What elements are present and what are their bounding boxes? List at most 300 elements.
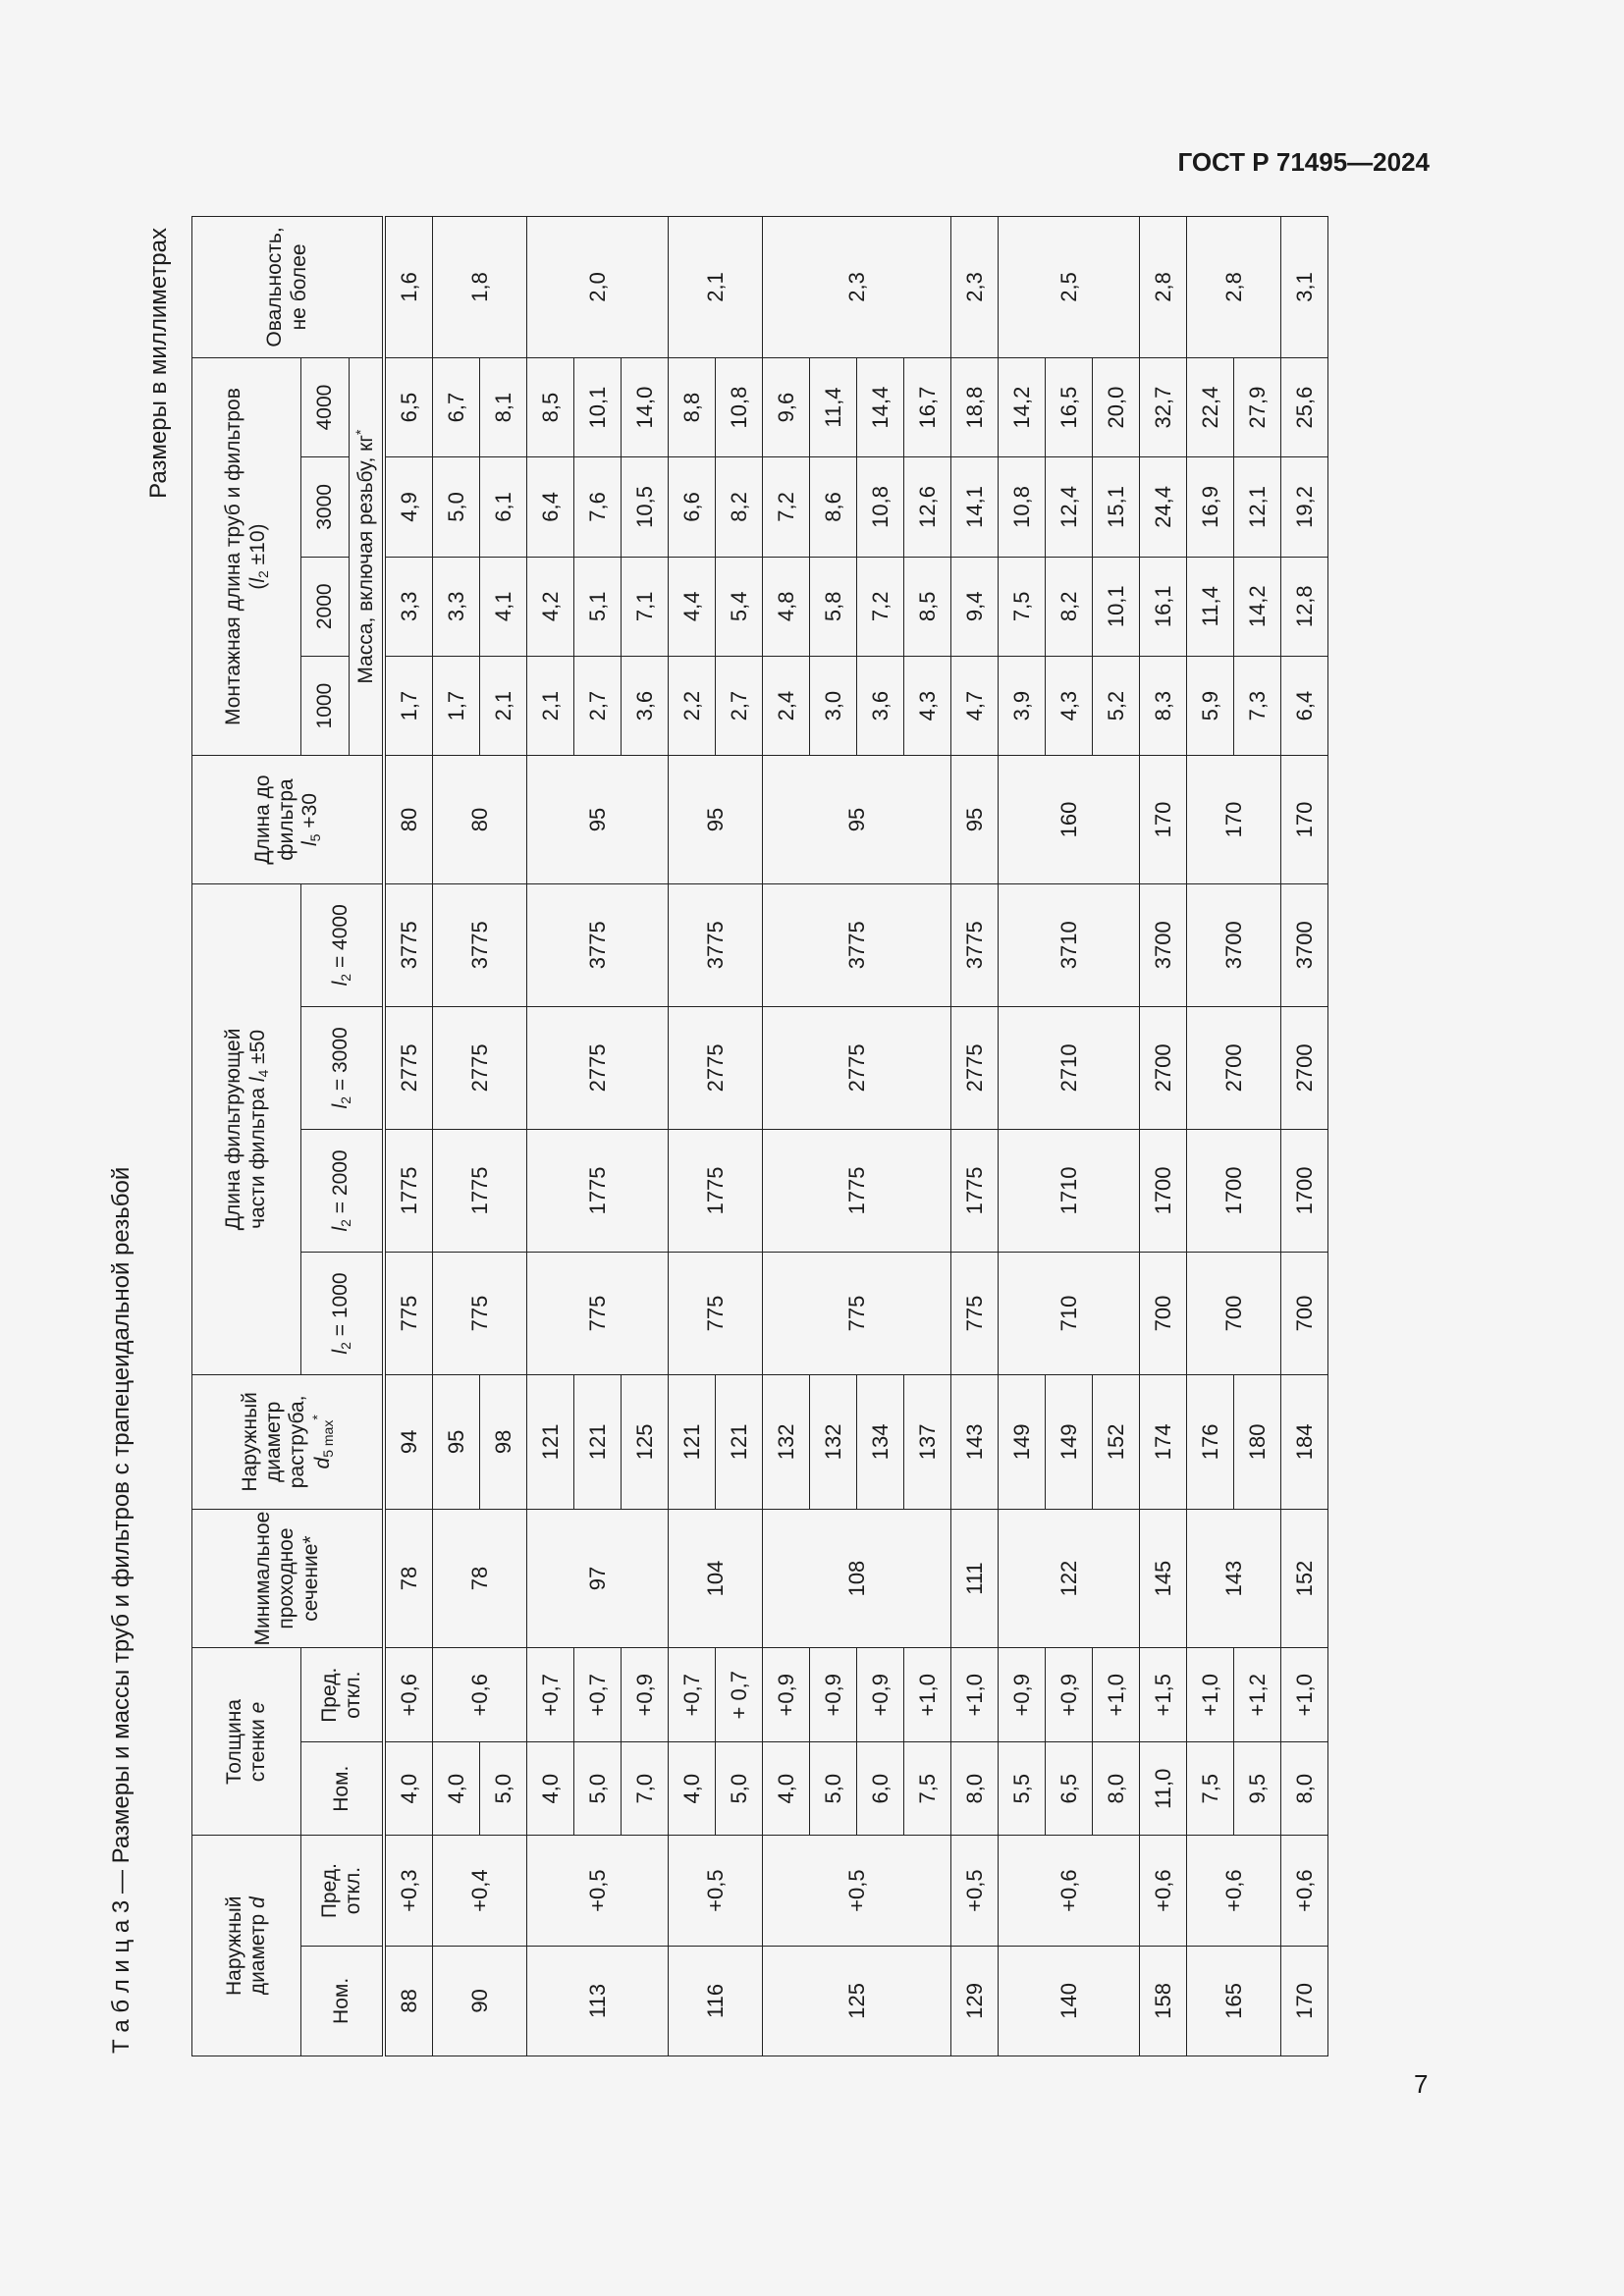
cell-e-dev: +1,0 bbox=[1281, 1648, 1328, 1742]
cell-e-dev: +0,9 bbox=[1046, 1648, 1093, 1742]
cell-mass: 10,1 bbox=[574, 357, 622, 456]
cell-mass: 6,4 bbox=[527, 457, 574, 557]
cell-e-dev: +1,0 bbox=[904, 1648, 951, 1742]
cell-l5: 160 bbox=[999, 756, 1140, 883]
cell-mass: 4,9 bbox=[384, 457, 433, 557]
header-subscript: 2 bbox=[338, 973, 354, 982]
cell-mass: 12,6 bbox=[904, 457, 951, 557]
cell-mass: 5,9 bbox=[1187, 656, 1234, 755]
cell-mass: 12,8 bbox=[1281, 557, 1328, 656]
cell-mass: 11,4 bbox=[1187, 557, 1234, 656]
cell-mass: 16,5 bbox=[1046, 357, 1093, 456]
header-tolerance: ±10) bbox=[245, 523, 269, 571]
cell-l5: 80 bbox=[384, 756, 433, 883]
header-text: Минимальное bbox=[251, 1511, 275, 1646]
header-text: откл. bbox=[342, 1866, 364, 1915]
header-text: части фильтра bbox=[245, 1087, 269, 1229]
cell-socket: 149 bbox=[1046, 1375, 1093, 1510]
cell-mass: 12,4 bbox=[1046, 457, 1093, 557]
header-mount-4000: 4000 bbox=[301, 357, 350, 456]
cell-l4: 1710 bbox=[999, 1129, 1140, 1252]
cell-socket: 174 bbox=[1140, 1375, 1187, 1510]
cell-ovality: 3,1 bbox=[1281, 217, 1328, 358]
header-mount-3000: 3000 bbox=[301, 457, 350, 557]
cell-l4: 710 bbox=[999, 1252, 1140, 1374]
header-min-section bbox=[192, 1509, 385, 1648]
cell-socket: 143 bbox=[951, 1375, 999, 1510]
cell-l4: 2710 bbox=[999, 1006, 1140, 1129]
header-symbol: l bbox=[245, 578, 269, 583]
cell-socket: 149 bbox=[999, 1375, 1046, 1510]
cell-mass: 5,8 bbox=[810, 557, 857, 656]
cell-mass: 16,1 bbox=[1140, 557, 1187, 656]
header-text: Длина до фильтра bbox=[250, 774, 298, 865]
cell-e: 11,0 bbox=[1140, 1742, 1187, 1836]
header-text: Масса, включая резьбу, кг bbox=[354, 434, 378, 684]
header-value: = 4000 bbox=[329, 904, 352, 974]
header-filter-length bbox=[192, 883, 301, 1374]
header-subscript: 2 bbox=[338, 1219, 354, 1227]
cell-mass: 16,7 bbox=[904, 357, 951, 456]
cell-l4: 775 bbox=[951, 1252, 999, 1374]
cell-l5: 170 bbox=[1281, 756, 1328, 883]
header-tolerance: ±50 bbox=[245, 1029, 269, 1070]
cell-mass: 7,2 bbox=[857, 557, 904, 656]
cell-mass: 8,5 bbox=[527, 357, 574, 456]
cell-l4: 3775 bbox=[669, 883, 763, 1006]
cell-e: 4,0 bbox=[384, 1742, 433, 1836]
cell-l4: 3775 bbox=[384, 883, 433, 1006]
cell-mass: 10,8 bbox=[857, 457, 904, 557]
cell-mass: 32,7 bbox=[1140, 357, 1187, 456]
cell-e: 7,5 bbox=[1187, 1742, 1234, 1836]
cell-socket: 152 bbox=[1093, 1375, 1140, 1510]
cell-ovality: 2,5 bbox=[999, 217, 1140, 358]
cell-l4: 2775 bbox=[384, 1006, 433, 1129]
cell-min-section: 145 bbox=[1140, 1509, 1187, 1648]
header-text: стенки bbox=[246, 1719, 269, 1783]
cell-mass: 8,2 bbox=[1046, 557, 1093, 656]
cell-e: 7,0 bbox=[622, 1742, 669, 1836]
cell-e-dev: + 0,7 bbox=[716, 1648, 763, 1742]
cell-mass: 10,1 bbox=[1093, 557, 1140, 656]
header-l2-1000 bbox=[301, 1252, 385, 1374]
cell-mass: 19,2 bbox=[1281, 457, 1328, 557]
cell-l4: 2775 bbox=[433, 1006, 527, 1129]
cell-mass: 8,8 bbox=[669, 357, 716, 456]
cell-mass: 1,7 bbox=[433, 656, 480, 755]
cell-l4: 775 bbox=[763, 1252, 951, 1374]
header-ovality bbox=[192, 217, 385, 358]
header-symbol: l bbox=[329, 1349, 352, 1355]
cell-mass: 4,3 bbox=[904, 656, 951, 755]
header-text: Овальность, bbox=[263, 227, 287, 347]
cell-mass: 2,4 bbox=[763, 656, 810, 755]
cell-mass: 6,6 bbox=[669, 457, 716, 557]
cell-ovality: 1,8 bbox=[433, 217, 527, 358]
header-text: откл. bbox=[342, 1671, 364, 1719]
cell-min-section: 152 bbox=[1281, 1509, 1328, 1648]
cell-l4: 700 bbox=[1187, 1252, 1281, 1374]
cell-mass: 4,3 bbox=[1046, 656, 1093, 755]
cell-l4: 3710 bbox=[999, 883, 1140, 1006]
cell-e-dev: +0,9 bbox=[857, 1648, 904, 1742]
table-row bbox=[527, 217, 574, 2056]
header-value: = 1000 bbox=[329, 1272, 352, 1343]
cell-e: 9,5 bbox=[1234, 1742, 1281, 1836]
cell-l4: 1775 bbox=[384, 1129, 433, 1252]
cell-socket: 137 bbox=[904, 1375, 951, 1510]
cell-d-dev: +0,5 bbox=[763, 1836, 951, 1946]
cell-l5: 80 bbox=[433, 756, 527, 883]
header-symbol: d bbox=[246, 1896, 269, 1908]
header-l2-2000 bbox=[301, 1129, 385, 1252]
cell-mass: 4,4 bbox=[669, 557, 716, 656]
cell-mass: 2,1 bbox=[480, 656, 527, 755]
cell-mass: 7,5 bbox=[999, 557, 1046, 656]
cell-e: 5,0 bbox=[574, 1742, 622, 1836]
cell-mass: 14,2 bbox=[999, 357, 1046, 456]
cell-mass: 11,4 bbox=[810, 357, 857, 456]
cell-d-dev: +0,5 bbox=[527, 1836, 669, 1946]
header-mounting-length bbox=[192, 357, 301, 755]
cell-l4: 1775 bbox=[951, 1129, 999, 1252]
table-row bbox=[433, 217, 480, 2056]
header-symbol: l bbox=[329, 1226, 352, 1232]
cell-mass: 4,1 bbox=[480, 557, 527, 656]
cell-l4: 2775 bbox=[669, 1006, 763, 1129]
cell-e: 4,0 bbox=[669, 1742, 716, 1836]
cell-socket: 132 bbox=[763, 1375, 810, 1510]
cell-l4: 775 bbox=[527, 1252, 669, 1374]
header-text: Пред. bbox=[317, 1863, 341, 1919]
cell-mass: 2,2 bbox=[669, 656, 716, 755]
cell-l4: 775 bbox=[384, 1252, 433, 1374]
cell-mass: 3,6 bbox=[622, 656, 669, 755]
cell-ovality: 2,3 bbox=[951, 217, 999, 358]
header-mount-2000: 2000 bbox=[301, 557, 350, 656]
cell-l4: 2775 bbox=[527, 1006, 669, 1129]
cell-mass: 2,7 bbox=[574, 656, 622, 755]
cell-min-section: 78 bbox=[433, 1509, 527, 1648]
cell-socket: 94 bbox=[384, 1375, 433, 1510]
header-text: не более bbox=[287, 243, 310, 331]
cell-d: 129 bbox=[951, 1946, 999, 2056]
header-subscript: 5 max bbox=[320, 1419, 337, 1458]
cell-l4: 1775 bbox=[527, 1129, 669, 1252]
cell-ovality: 2,8 bbox=[1140, 217, 1187, 358]
cell-d-dev: +0,5 bbox=[669, 1836, 763, 1946]
cell-e: 6,0 bbox=[857, 1742, 904, 1836]
header-subscript: 2 bbox=[338, 1095, 354, 1104]
cell-l4: 775 bbox=[669, 1252, 763, 1374]
cell-l5: 95 bbox=[669, 756, 763, 883]
cell-mass: 5,4 bbox=[716, 557, 763, 656]
cell-e-dev: +0,9 bbox=[763, 1648, 810, 1742]
cell-d: 140 bbox=[999, 1946, 1140, 2056]
cell-mass: 20,0 bbox=[1093, 357, 1140, 456]
header-wall-thickness bbox=[192, 1648, 301, 1836]
header-distance-to-filter bbox=[192, 756, 385, 883]
cell-l4: 3775 bbox=[527, 883, 669, 1006]
cell-mass: 6,1 bbox=[480, 457, 527, 557]
cell-mass: 8,2 bbox=[716, 457, 763, 557]
header-symbol: l bbox=[329, 1103, 352, 1109]
header-socket-diameter bbox=[192, 1375, 385, 1510]
cell-mass: 27,9 bbox=[1234, 357, 1281, 456]
header-subscript: 5 bbox=[307, 833, 324, 842]
cell-socket: 132 bbox=[810, 1375, 857, 1510]
cell-mass: 10,8 bbox=[716, 357, 763, 456]
cell-mass: 14,2 bbox=[1234, 557, 1281, 656]
cell-l5: 95 bbox=[763, 756, 951, 883]
header-nominal: Ном. bbox=[301, 1742, 385, 1836]
cell-mass: 3,3 bbox=[433, 557, 480, 656]
cell-socket: 180 bbox=[1234, 1375, 1281, 1510]
cell-socket: 121 bbox=[669, 1375, 716, 1510]
cell-d: 165 bbox=[1187, 1946, 1281, 2056]
cell-mass: 7,2 bbox=[763, 457, 810, 557]
header-symbol: e bbox=[246, 1701, 269, 1714]
cell-mass: 3,0 bbox=[810, 656, 857, 755]
header-mass-label bbox=[350, 357, 385, 755]
cell-l4: 2775 bbox=[763, 1006, 951, 1129]
header-deviation bbox=[301, 1836, 385, 1946]
header-row-2 bbox=[301, 217, 350, 2056]
header-outer-diameter bbox=[192, 1836, 301, 2056]
header-text: диаметр раструба, bbox=[261, 1395, 309, 1489]
cell-e-dev: +0,6 bbox=[384, 1648, 433, 1742]
cell-d: 158 bbox=[1140, 1946, 1187, 2056]
cell-e-dev: +1,0 bbox=[1093, 1648, 1140, 1742]
cell-mass: 12,1 bbox=[1234, 457, 1281, 557]
cell-e-dev: +0,9 bbox=[999, 1648, 1046, 1742]
cell-mass: 15,1 bbox=[1093, 457, 1140, 557]
table-row bbox=[1281, 217, 1328, 2056]
cell-mass: 4,2 bbox=[527, 557, 574, 656]
cell-e-dev: +0,7 bbox=[527, 1648, 574, 1742]
cell-e-dev: +1,5 bbox=[1140, 1648, 1187, 1742]
cell-e: 8,0 bbox=[951, 1742, 999, 1836]
cell-socket: 121 bbox=[527, 1375, 574, 1510]
cell-mass: 7,3 bbox=[1234, 656, 1281, 755]
cell-socket: 134 bbox=[857, 1375, 904, 1510]
cell-d: 90 bbox=[433, 1946, 527, 2056]
cell-mass: 9,6 bbox=[763, 357, 810, 456]
cell-mass: 4,7 bbox=[951, 656, 999, 755]
cell-mass: 8,3 bbox=[1140, 656, 1187, 755]
header-text: проходное сечение* bbox=[275, 1527, 322, 1629]
cell-e: 8,0 bbox=[1281, 1742, 1328, 1836]
cell-e: 4,0 bbox=[763, 1742, 810, 1836]
cell-ovality: 2,3 bbox=[763, 217, 951, 358]
cell-l4: 3700 bbox=[1281, 883, 1328, 1006]
table-row bbox=[1140, 217, 1187, 2056]
cell-socket: 121 bbox=[716, 1375, 763, 1510]
cell-mass: 14,0 bbox=[622, 357, 669, 456]
cell-mass: 3,3 bbox=[384, 557, 433, 656]
cell-mass: 6,5 bbox=[384, 357, 433, 456]
cell-e: 5,5 bbox=[999, 1742, 1046, 1836]
cell-l4: 1700 bbox=[1281, 1129, 1328, 1252]
cell-l4: 700 bbox=[1140, 1252, 1187, 1374]
cell-e: 5,0 bbox=[480, 1742, 527, 1836]
cell-l4: 775 bbox=[433, 1252, 527, 1374]
cell-l4: 700 bbox=[1281, 1252, 1328, 1374]
cell-mass: 3,6 bbox=[857, 656, 904, 755]
cell-l4: 1700 bbox=[1140, 1129, 1187, 1252]
cell-e-dev: +1,0 bbox=[951, 1648, 999, 1742]
cell-l4: 1775 bbox=[669, 1129, 763, 1252]
header-text: Толщина bbox=[222, 1698, 245, 1785]
cell-mass: 25,6 bbox=[1281, 357, 1328, 456]
cell-l4: 1700 bbox=[1187, 1129, 1281, 1252]
cell-e-dev: +0,9 bbox=[622, 1648, 669, 1742]
header-row-1 bbox=[192, 217, 301, 2056]
cell-e-dev: +1,2 bbox=[1234, 1648, 1281, 1742]
cell-e-dev: +0,7 bbox=[669, 1648, 716, 1742]
cell-mass: 8,5 bbox=[904, 557, 951, 656]
cell-l4: 3700 bbox=[1187, 883, 1281, 1006]
cell-min-section: 111 bbox=[951, 1509, 999, 1648]
header-star: * bbox=[309, 1415, 326, 1420]
cell-socket: 98 bbox=[480, 1375, 527, 1510]
table-caption: Т а б л и ц а 3 — Размеры и массы труб и фильтров с трапецеидальной резьбой bbox=[108, 1166, 135, 2054]
header-tolerance: +30 bbox=[298, 793, 322, 834]
cell-mass: 9,4 bbox=[951, 557, 999, 656]
cell-e: 8,0 bbox=[1093, 1742, 1140, 1836]
header-text: Монтажная длина труб и фильтров bbox=[222, 388, 245, 726]
cell-mass: 3,9 bbox=[999, 656, 1046, 755]
cell-mass: 10,5 bbox=[622, 457, 669, 557]
cell-mass: 2,7 bbox=[716, 656, 763, 755]
pipe-dimensions-table bbox=[191, 216, 1328, 2056]
header-symbol: l bbox=[298, 841, 322, 846]
table-row bbox=[763, 217, 810, 2056]
cell-mass: 2,1 bbox=[527, 656, 574, 755]
cell-d: 170 bbox=[1281, 1946, 1328, 2056]
cell-ovality: 1,6 bbox=[384, 217, 433, 358]
cell-min-section: 108 bbox=[763, 1509, 951, 1648]
cell-mass: 18,8 bbox=[951, 357, 999, 456]
cell-d: 116 bbox=[669, 1946, 763, 2056]
table-row bbox=[951, 217, 999, 2056]
cell-mass: 14,1 bbox=[951, 457, 999, 557]
header-text: Наружный bbox=[222, 1896, 245, 1996]
cell-d: 88 bbox=[384, 1946, 433, 2056]
cell-mass: 1,7 bbox=[384, 656, 433, 755]
cell-l4: 1775 bbox=[433, 1129, 527, 1252]
header-text: Длина фильтрующей bbox=[222, 1028, 245, 1231]
cell-l4: 3700 bbox=[1140, 883, 1187, 1006]
cell-mass: 7,6 bbox=[574, 457, 622, 557]
cell-min-section: 97 bbox=[527, 1509, 669, 1648]
cell-socket: 125 bbox=[622, 1375, 669, 1510]
header-symbol: d bbox=[311, 1457, 335, 1469]
cell-mass: 5,0 bbox=[433, 457, 480, 557]
cell-mass: 5,1 bbox=[574, 557, 622, 656]
cell-mass: 14,4 bbox=[857, 357, 904, 456]
cell-socket: 95 bbox=[433, 1375, 480, 1510]
header-text: ( bbox=[245, 582, 269, 590]
header-value: = 2000 bbox=[329, 1149, 352, 1220]
cell-l5: 170 bbox=[1140, 756, 1187, 883]
table-row bbox=[1187, 217, 1234, 2056]
header-deviation bbox=[301, 1648, 385, 1742]
table-row bbox=[999, 217, 1046, 2056]
cell-min-section: 143 bbox=[1187, 1509, 1281, 1648]
cell-d-dev: +0,5 bbox=[951, 1836, 999, 1946]
cell-d-dev: +0,6 bbox=[1281, 1836, 1328, 1946]
header-subscript: 2 bbox=[338, 1342, 354, 1350]
cell-mass: 5,2 bbox=[1093, 656, 1140, 755]
header-nominal: Ном. bbox=[301, 1946, 385, 2056]
table-row bbox=[669, 217, 716, 2056]
header-text: диаметр bbox=[246, 1913, 269, 1996]
cell-l4: 2700 bbox=[1187, 1006, 1281, 1129]
cell-l5: 95 bbox=[951, 756, 999, 883]
cell-l4: 2700 bbox=[1281, 1006, 1328, 1129]
cell-mass: 4,8 bbox=[763, 557, 810, 656]
cell-d-dev: +0,6 bbox=[1140, 1836, 1187, 1946]
cell-l5: 170 bbox=[1187, 756, 1281, 883]
cell-ovality: 2,0 bbox=[527, 217, 669, 358]
cell-e: 5,0 bbox=[810, 1742, 857, 1836]
cell-min-section: 122 bbox=[999, 1509, 1140, 1648]
header-symbol: l bbox=[245, 1077, 269, 1083]
cell-d-dev: +0,3 bbox=[384, 1836, 433, 1946]
cell-e-dev: +1,0 bbox=[1187, 1648, 1234, 1742]
header-l2-3000 bbox=[301, 1006, 385, 1129]
cell-mass: 6,4 bbox=[1281, 656, 1328, 755]
rotated-table-area bbox=[108, 216, 1473, 2081]
cell-mass: 24,4 bbox=[1140, 457, 1187, 557]
cell-e: 5,0 bbox=[716, 1742, 763, 1836]
units-note: Размеры в миллиметрах bbox=[145, 228, 172, 499]
cell-mass: 7,1 bbox=[622, 557, 669, 656]
cell-mass: 22,4 bbox=[1187, 357, 1234, 456]
cell-mass: 10,8 bbox=[999, 457, 1046, 557]
cell-l4: 2700 bbox=[1140, 1006, 1187, 1129]
cell-l4: 3775 bbox=[951, 883, 999, 1006]
header-subscript: 4 bbox=[254, 1069, 271, 1078]
cell-l4: 3775 bbox=[763, 883, 951, 1006]
cell-e: 4,0 bbox=[527, 1742, 574, 1836]
page-number: 7 bbox=[1414, 2069, 1429, 2099]
cell-mass: 8,6 bbox=[810, 457, 857, 557]
cell-min-section: 104 bbox=[669, 1509, 763, 1648]
cell-d-dev: +0,6 bbox=[999, 1836, 1140, 1946]
cell-socket: 121 bbox=[574, 1375, 622, 1510]
cell-e: 7,5 bbox=[904, 1742, 951, 1836]
header-subscript: 2 bbox=[254, 570, 271, 578]
cell-l5: 95 bbox=[527, 756, 669, 883]
cell-e-dev: +0,9 bbox=[810, 1648, 857, 1742]
header-text: Наружный bbox=[238, 1392, 261, 1492]
cell-e-dev: +0,6 bbox=[433, 1648, 527, 1742]
document-code: ГОСТ Р 71495—2024 bbox=[1177, 147, 1430, 177]
header-value: = 3000 bbox=[329, 1027, 352, 1096]
header-l2-4000 bbox=[301, 883, 385, 1006]
cell-l4: 3775 bbox=[433, 883, 527, 1006]
cell-mass: 8,1 bbox=[480, 357, 527, 456]
cell-d: 125 bbox=[763, 1946, 951, 2056]
table-row bbox=[384, 217, 433, 2056]
cell-l4: 2775 bbox=[951, 1006, 999, 1129]
cell-socket: 184 bbox=[1281, 1375, 1328, 1510]
cell-d-dev: +0,4 bbox=[433, 1836, 527, 1946]
cell-e: 4,0 bbox=[433, 1742, 480, 1836]
